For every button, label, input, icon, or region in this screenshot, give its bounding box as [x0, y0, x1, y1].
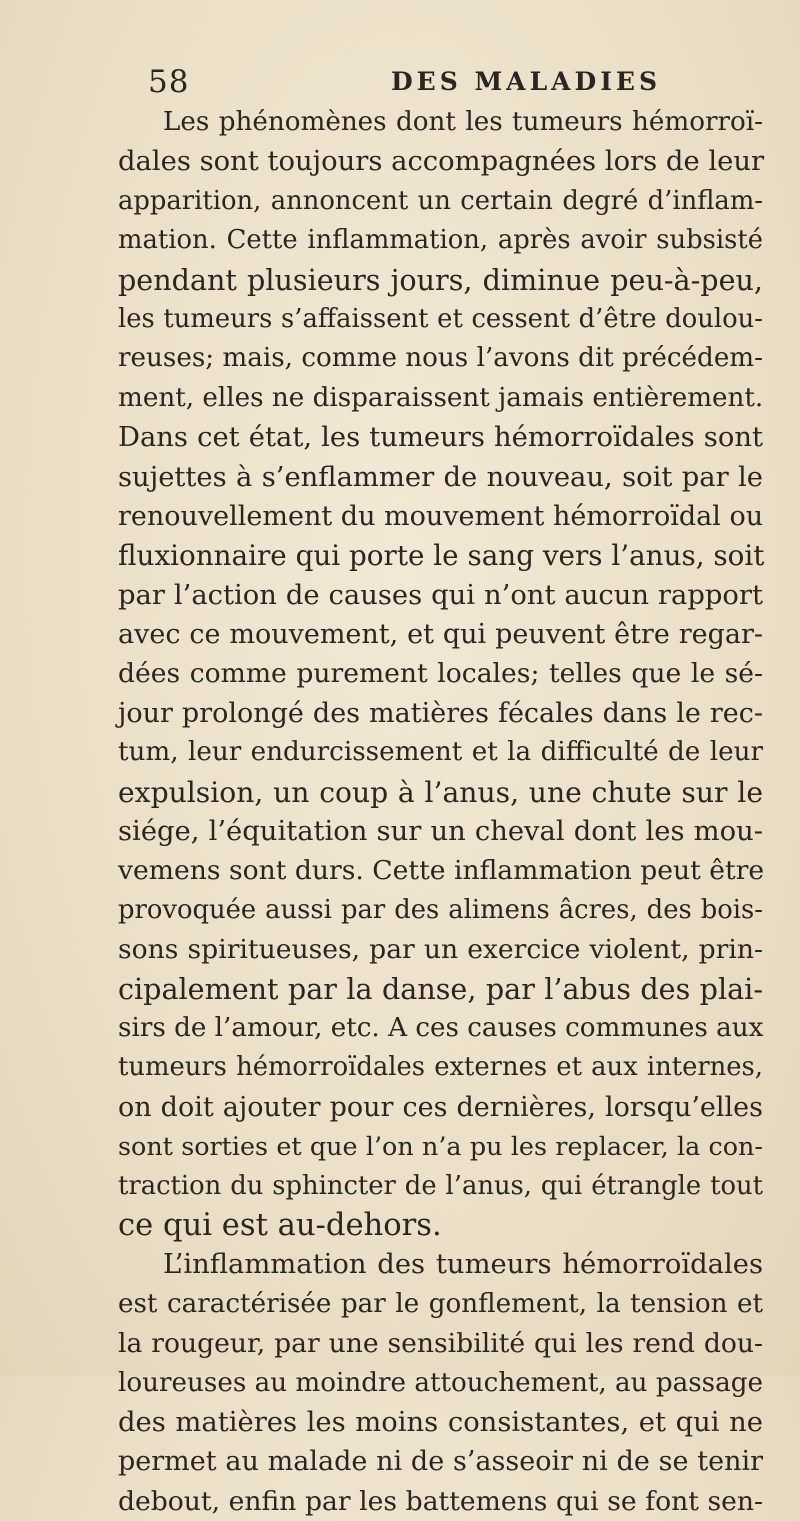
text-line: la rougeur, par une sensibilité qui les rend dou- — [118, 1328, 763, 1360]
text-line: Dans cet état, les tumeurs hémorroïdales sont — [118, 422, 763, 454]
text-line: mation. Cette inflammation, après avoir subsisté — [118, 225, 763, 256]
running-head — [148, 62, 708, 102]
text-line: on doit ajouter pour ces dernières, lorsqu’elles — [118, 1091, 763, 1123]
text-line: dales sont toujours accompagnées lors de leur — [118, 146, 765, 178]
text-line: par l’action de causes qui n’ont aucun rapport — [118, 579, 763, 611]
text-line: sirs de l’amour, etc. A ces causes communes aux — [118, 1012, 764, 1043]
text-line: debout, enfin par les battemens qui se font sen- — [118, 1485, 763, 1517]
text-line: permet au malade ni de s’asseoir ni de se tenir — [118, 1446, 763, 1478]
page-number: 58 — [148, 64, 190, 100]
text-line: ce qui est au-dehors. — [118, 1207, 442, 1243]
text-line: sujettes à s’enflammer de nouveau, soit par le — [118, 461, 763, 493]
text-line: tumeurs hémorroïdales externes et aux internes, — [118, 1052, 763, 1083]
text-line: vemens sont durs. Cette inflammation peut être — [118, 855, 765, 887]
text-line: les tumeurs s’affaissent et cessent d’être doulou- — [118, 303, 763, 334]
text-line: expulsion, un coup à l’anus, une chute sur le — [118, 775, 763, 809]
text-line: sons spiritueuses, par un exercice violent, prin- — [118, 934, 763, 966]
text-line: reuses; mais, comme nous l’avons dit précédem- — [118, 343, 763, 374]
text-line: pendant plusieurs jours, diminue peu-à-peu, — [118, 262, 763, 297]
text-line: dées comme purement locales; telles que le sé- — [118, 658, 763, 690]
text-line: ment, elles ne disparaissent jamais entièrement. — [118, 382, 764, 413]
text-line: est caractérisée par le gonflement, la tension et — [118, 1288, 763, 1319]
text-line: siége, l’équitation sur un cheval dont les mou- — [118, 816, 763, 848]
text-line: L’inflammation des tumeurs hémorroïdales — [163, 1249, 763, 1281]
text-line: cipalement par la danse, par l’abus des plai- — [118, 971, 763, 1006]
text-line: apparition, annoncent un certain degré d’inflam- — [118, 185, 763, 216]
text-line: Les phénomènes dont les tumeurs hémorroï- — [163, 107, 763, 137]
text-line: traction du sphincter de l’anus, qui étrangle tout — [118, 1170, 763, 1201]
text-line: tum, leur endurcissement et la difficulté de leur — [118, 737, 763, 768]
text-line: sont sorties et que l’on n’a pu les replacer, la con- — [118, 1131, 763, 1162]
text-line: provoquée aussi par des alimens âcres, des bois- — [118, 894, 763, 925]
text-line: avec ce mouvement, et qui peuvent être regar- — [118, 619, 763, 651]
text-line: renouvellement du mouvement hémorroïdal ou — [118, 500, 764, 532]
text-line: loureuses au moindre attouchement, au passage — [118, 1367, 763, 1398]
text-line: fluxionnaire qui porte le sang vers l’anus, soit — [118, 539, 765, 573]
body-text — [118, 103, 763, 1521]
text-line: jour prolongé des matières fécales dans le rec- — [118, 697, 763, 729]
text-line: des matières les moins consistantes, et qui ne — [118, 1406, 763, 1438]
running-title: DES MALADIES — [391, 67, 662, 96]
